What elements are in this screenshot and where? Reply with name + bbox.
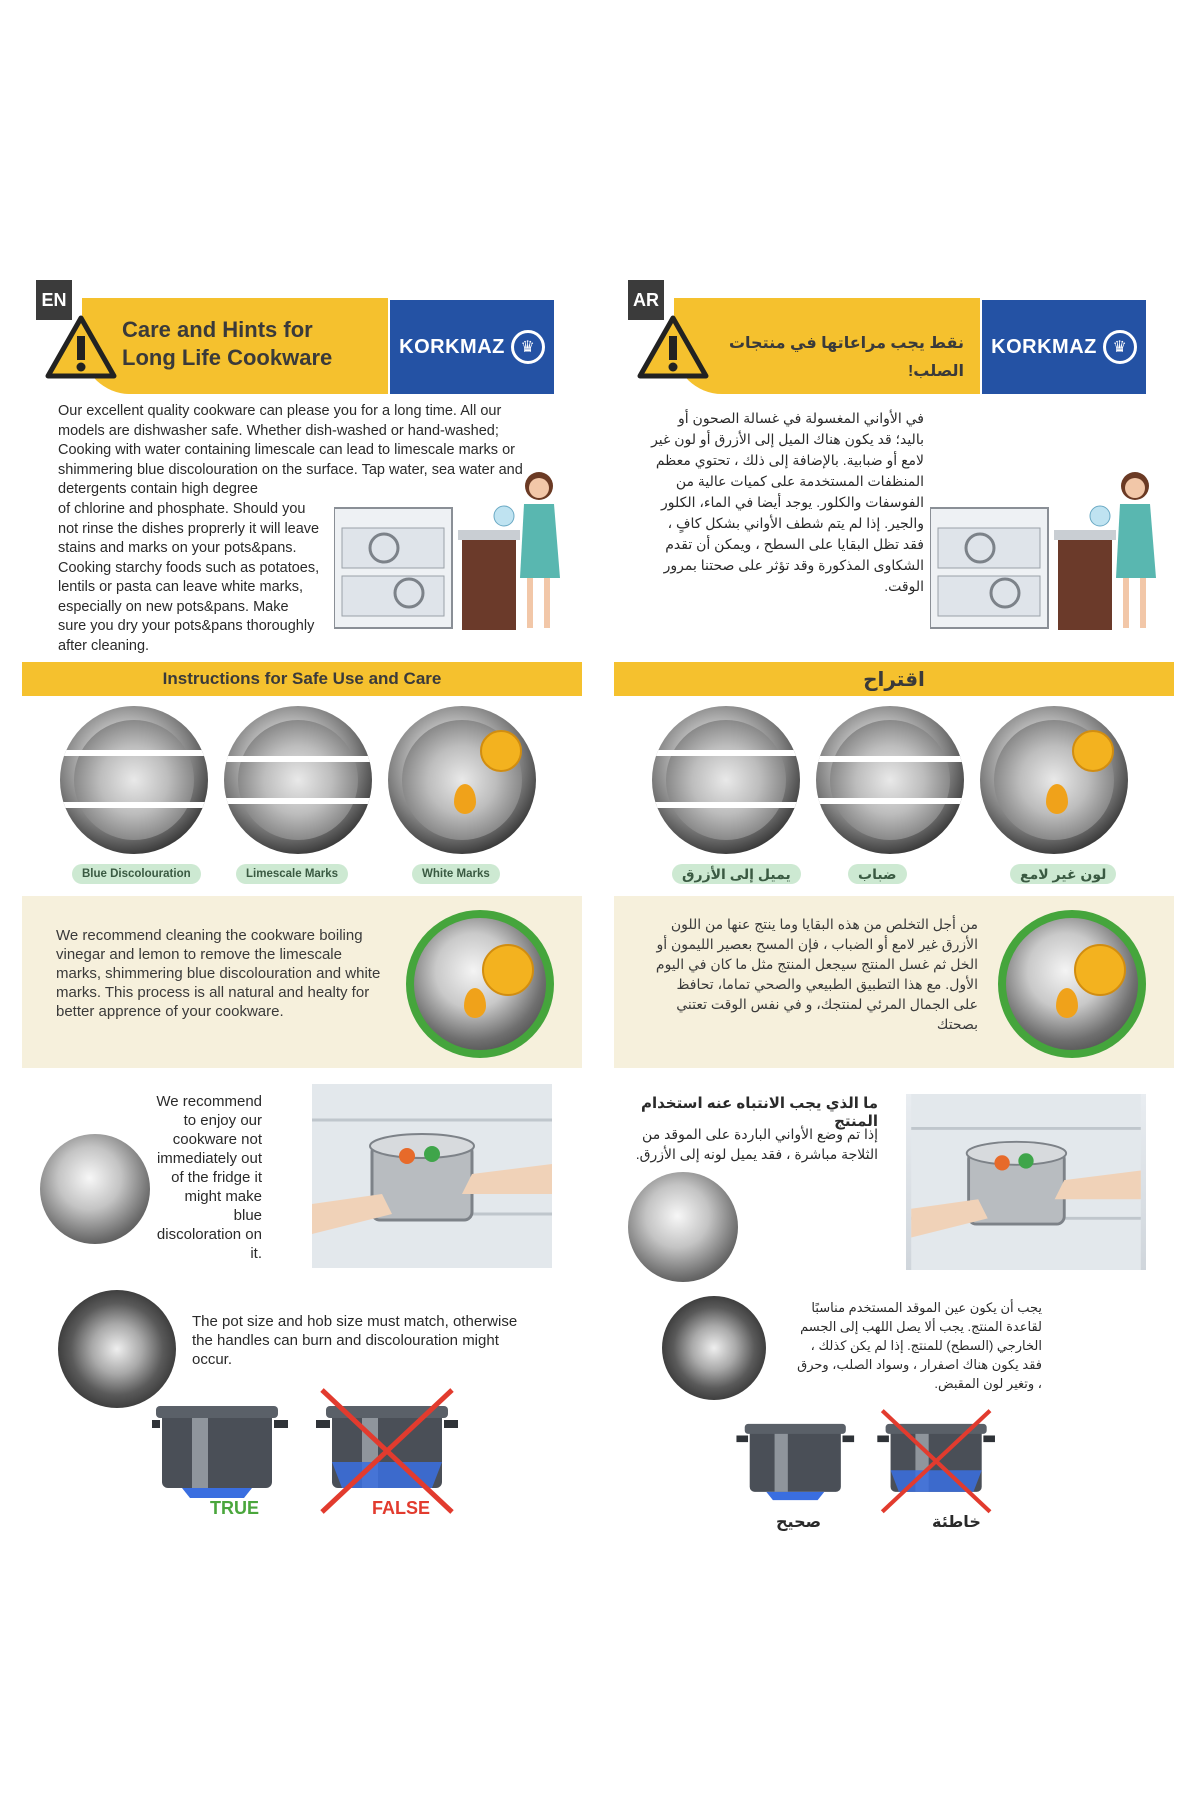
lang-badge: AR (628, 280, 664, 320)
pan-label: ضباب (848, 864, 907, 884)
intro-text: في الأواني المغسولة في غسالة الصحون أو باليد؛ قد يكون هناك الميل إلى الأزرق أو لون غير لامع أو ضبابية. بالإضافة إلى ذلك ، تحتوي معظم المنظفات المستخدمة على كميات عالية من الفوسفات والكلور. يوجد أيضا في الماء، الكلور والجير. إذا لم يتم شطف الأواني بشكل كافٍ ، فقد تظل البقايا على السطح ، ويمكن أن تقدم الشكاوى المذكورة وقد تؤثر على صحتنا بمرور الوقت. (651, 410, 924, 594)
pan-top-view (628, 1172, 738, 1282)
recommendation-text: من أجل التخلص من هذه البقايا وما ينتج عنها من اللون الأزرق غير لامع أو الضباب ، فإن المسح بعصير الليمون أو الخل ثم غسل المنتج سيجعل المنتج مثل ما كان في اليوم الأول. مع هذا التطبيق الطبيعي والصحي تماما، تحافظ على الجمال المرئي لمنتجك، و في نفس الوقت تعتني بصحتك (655, 916, 978, 1032)
pan-white-marks (388, 706, 536, 854)
pans-row (614, 706, 1174, 882)
page-title: Care and Hints for Long Life Cookware (122, 317, 333, 370)
pan-label: Blue Discolouration (72, 864, 201, 884)
dishwasher-illustration (930, 468, 1158, 636)
pan-limescale (816, 706, 964, 854)
lemon-icon (480, 730, 522, 772)
pan-label: Limescale Marks (236, 864, 348, 884)
drop-icon (1046, 784, 1068, 814)
chef-hat-logo-icon: ♛ (1103, 330, 1137, 364)
pan-with-lemon (998, 910, 1146, 1058)
english-panel (22, 272, 582, 1522)
warning-icon (636, 314, 710, 380)
pan-blue-discolouration (652, 706, 800, 854)
section-title: اقتراح (614, 662, 1174, 696)
fridge-title: ما الذي يجب الانتباه عنه استخدام المنتج (640, 1095, 878, 1130)
brand-logo (390, 300, 554, 394)
pan-with-lemon (406, 910, 554, 1058)
lemon-icon (1074, 944, 1126, 996)
brand-logo (982, 300, 1146, 394)
pan-limescale (224, 706, 372, 854)
pan-top-view (40, 1134, 150, 1244)
brand-name: KORKMAZ (399, 335, 505, 358)
drop-icon (1056, 988, 1078, 1018)
drop-icon (464, 988, 486, 1018)
true-label: صحيح (776, 1514, 822, 1531)
chef-hat-logo-icon: ♛ (511, 330, 545, 364)
fridge-photo (312, 1084, 552, 1268)
recommendation-box (22, 896, 582, 1068)
hob-text: The pot size and hob size must match, otherwise the handles can burn and discolouration might occur. (192, 1313, 518, 1368)
true-label: TRUE (210, 1498, 259, 1518)
lang-badge: EN (36, 280, 72, 320)
lemon-icon (482, 944, 534, 996)
warning-icon (44, 314, 118, 380)
arabic-panel (614, 272, 1174, 1531)
intro-text: Our excellent quality cookware can please you for a long time. All our models are dishwasher safe. Whether dish-washed or hand-washed; Cooking with water containing limescale can lead to limescale marks or shimmering blue discolouration on the surface. Tap water, sea water and detergents contain high degree (58, 403, 523, 497)
pan-blue-discolouration (60, 706, 208, 854)
section-title: Instructions for Safe Use and Care (22, 662, 582, 696)
fridge-text: إذا تم وضع الأواني الباردة على الموقد من الثلاجة مباشرة ، فقد يميل لونه إلى الأزرق. (635, 1126, 878, 1162)
fridge-text: We recommend to enjoy our cookware not immediately out of the fridge it might make blue discoloration on it. (156, 1093, 262, 1262)
recommendation-box (614, 896, 1174, 1068)
page-title: نقط يجب مراعاتها في منتجات الصلب! (728, 335, 964, 380)
pot-top-view (662, 1296, 766, 1400)
drop-icon (454, 784, 476, 814)
pans-row (22, 706, 582, 880)
recommendation-text: We recommend cleaning the cookware boiling vinegar and lemon to remove the limescale marks, shimmering blue discolouration and white marks. This process is all natural and healty for better apprence of your cookware. (56, 927, 381, 1020)
dishwasher-illustration (334, 468, 562, 636)
hob-text: يجب أن يكون عين الموقد المستخدم مناسبًا لقاعدة المنتج. يجب ألا يصل اللهب إلى الجسم الخارجي (السطح) للمنتج. إذا لم يكن كذلك ، فقد يكون هناك اصفرار ، وسواد الصلب، وحرق ، وتغير لون المقبض. (797, 1300, 1042, 1391)
false-label: FALSE (372, 1498, 431, 1518)
pot-comparison (724, 1404, 1024, 1520)
pan-white-marks (980, 706, 1128, 854)
lemon-icon (1072, 730, 1114, 772)
brand-name: KORKMAZ (991, 335, 1097, 358)
false-label: خاطئة (932, 1514, 981, 1531)
pan-label: يميل إلى الأزرق (672, 864, 801, 884)
pan-label: White Marks (412, 864, 500, 884)
fridge-photo (906, 1094, 1146, 1270)
pan-label: لون غير لامع (1010, 864, 1116, 884)
intro-text-continued: of chlorine and phosphate. Should you not rinse the dishes proprerly it will leave stains and marks on your pots&pans. Cooking starchy foods such as potatoes, lentils or pasta can leave white marks, especially on new pots&pans. Make sure you dry your pots&pans thoroughly after cleaning. (58, 501, 320, 654)
